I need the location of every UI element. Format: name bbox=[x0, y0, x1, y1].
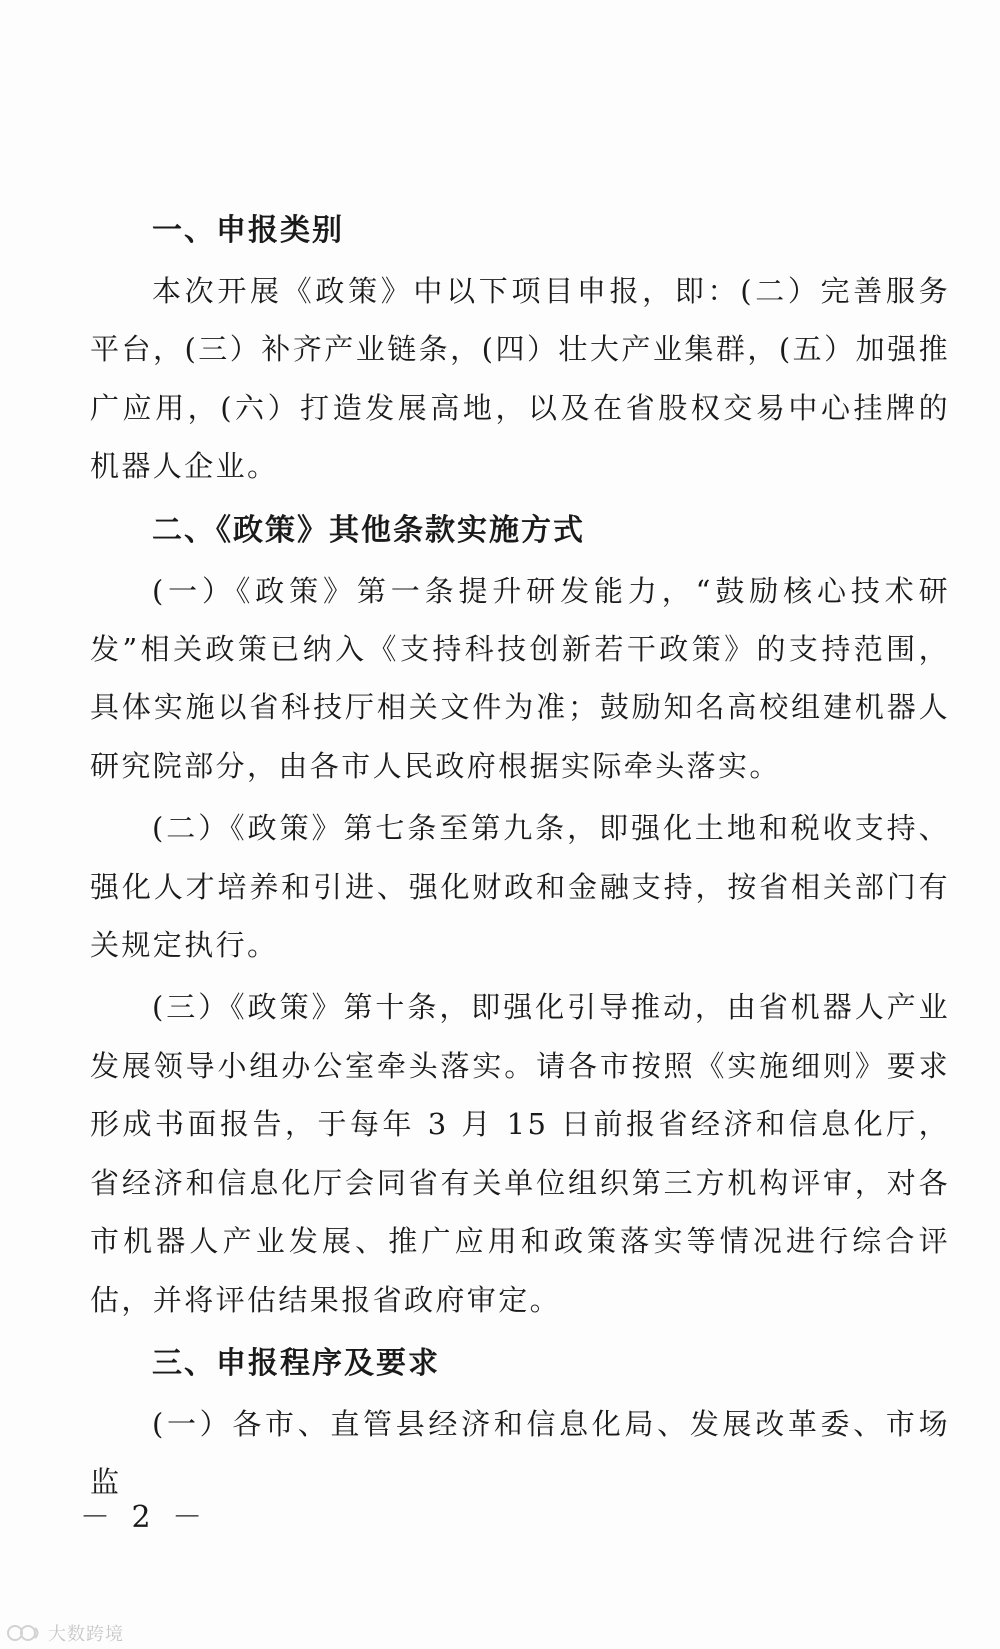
section-2-paragraph-3: (三）《政策》第十条，即强化引导推动，由省机器人产业发展领导小组办公室牵头落实。请各市按照《实施细则》要求形成书面报告，于每年 3 月 15 日前报省经济和信息化厅，省经济和信息化厅会同省有关单位组织第三方机构评审，对各市机器人产业发展、推广应用和政策落实等情况进行综合评估，并将评估结果报省政府审定。 bbox=[90, 990, 950, 1317]
section-2-paragraph-2: (二）《政策》第七条至第九条，即强化土地和税收支持、强化人才培养和引进、强化财政和金融支持，按省相关部门有关规定执行。 bbox=[90, 811, 950, 963]
document-body bbox=[90, 200, 950, 1516]
section-1-heading: 一、申报类别 bbox=[152, 213, 344, 248]
watermark bbox=[6, 1620, 124, 1646]
section-1-paragraph: 本次开展《政策》中以下项目申报，即：(二）完善服务平台，(三）补齐产业链条，(四）壮大产业集群，(五）加强推广应用，(六）打造发展高地，以及在省股权交易中心挂牌的机器人企业。 bbox=[90, 274, 950, 484]
page-number: － 2 － bbox=[80, 1500, 209, 1535]
watermark-text: 大数跨境 bbox=[48, 1624, 124, 1645]
section-2-heading: 二、《政策》其他条款实施方式 bbox=[152, 512, 585, 548]
section-2-paragraph-1: (一）《政策》第一条提升研发能力，“鼓励核心技术研发”相关政策已纳入《支持科技创新若干政策》的支持范围，具体实施以省科技厅相关文件为准；鼓励知名高校组建机器人研究院部分，由各市人民政府根据实际牵头落实。 bbox=[90, 573, 950, 783]
section-3-heading: 三、申报程序及要求 bbox=[152, 1345, 440, 1381]
watermark-logo-icon bbox=[6, 1622, 42, 1644]
section-3-paragraph: (一）各市、直管县经济和信息化局、发展改革委、市场监 bbox=[90, 1406, 950, 1500]
